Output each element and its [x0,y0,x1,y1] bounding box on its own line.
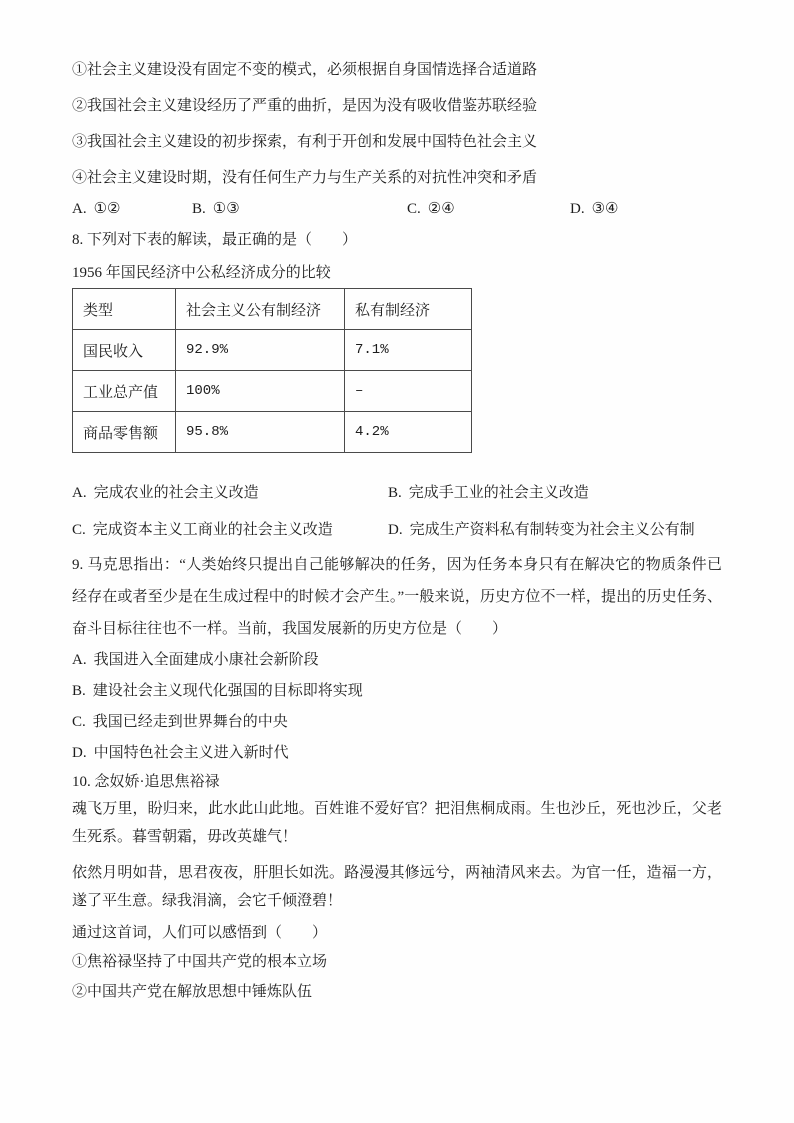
poem-paragraph-1: 魂飞万里，盼归来，此水此山此地。百姓谁不爱好官？把泪焦桐成雨。生也沙丘，死也沙丘，父老生死系。暮雪朝霜，毋改英雄气！ [72,801,722,845]
question7-option-b [192,196,407,222]
question7-option-d [570,196,619,222]
question9-option-b [72,676,722,707]
question8-options-row-2 [72,512,722,549]
cell-private-value: 4.2% [345,412,472,453]
question10-statement-1: ①焦裕禄坚持了中国共产党的根本立场 [72,954,328,970]
option-label: B. [72,683,86,699]
poem [72,795,722,915]
option-label: D. [72,745,87,761]
question8-options [72,475,722,549]
question9-option-c [72,707,722,738]
question8-option-b [388,475,589,512]
row-label: 国民收入 [73,330,176,371]
option-text: 完成资本主义工商业的社会主义改造 [92,522,333,538]
option-text: ③④ [591,201,619,217]
cell-private-value: – [345,371,472,412]
option-label: C. [72,714,86,730]
table-header-row [73,289,472,330]
row-label: 商品零售额 [73,412,176,453]
option-label: D. [570,201,585,217]
question8-option-d [388,512,695,549]
table-row [73,371,472,412]
header-cell-public: 社会主义公有制经济 [176,289,345,330]
option-label: D. [388,522,403,538]
option-text: 建设社会主义现代化强国的目标即将实现 [92,683,363,699]
cell-public-value: 92.9% [176,330,345,371]
option-label: A. [72,652,87,668]
option-text: 完成生产资料私有制转变为社会主义公有制 [409,522,695,538]
question10-title: 10. 念奴娇·追思焦裕禄 [72,774,220,790]
question7-statement-1: ①社会主义建设没有固定不变的模式，必须根据自身国情选择合适道路 [72,62,538,78]
option-text: 完成农业的社会主义改造 [93,485,259,501]
option-text: 中国特色社会主义进入新时代 [93,745,289,761]
table-caption: 1956 年国民经济中公私经济成分的比较 [72,265,331,281]
table-row [73,412,472,453]
header-cell-type: 类型 [73,289,176,330]
economy-composition-table [72,288,472,453]
cell-public-value: 100% [176,371,345,412]
option-text: 我国已经走到世界舞台的中央 [92,714,288,730]
option-label: B. [388,485,402,501]
question10-block [72,769,722,1007]
question9-option-d [72,738,722,769]
table-row [73,330,472,371]
question9-block [72,549,722,769]
row-label: 工业总产值 [73,371,176,412]
question8-option-a [72,475,388,512]
option-label: C. [407,201,421,217]
page-content [72,52,722,1007]
header-cell-private: 私有制经济 [345,289,472,330]
option-text: ②④ [427,201,455,217]
question7-statement-4: ④社会主义建设时期，没有任何生产力与生产关系的对抗性冲突和矛盾 [72,170,538,186]
question7-statement-2: ②我国社会主义建设经历了严重的曲折，是因为没有吸收借鉴苏联经验 [72,98,538,114]
question8-option-c [72,512,388,549]
question8-block [72,222,722,549]
question9-option-a [72,645,722,676]
cell-public-value: 95.8% [176,412,345,453]
question7-option-a [72,196,192,222]
question10-prompt: 通过这首词，人们可以感悟到（ ） [72,925,328,941]
option-text: ①② [93,201,121,217]
question9-stem: 9. 马克思指出：“人类始终只提出自己能够解决的任务，因为任务本身只有在解决它的物质条件已经存在或者至少是在生成过程中的时候才会产生。”一般来说，历史方位不一样，提出的历史任务、奋斗目标往往也不一样。当前，我国发展新的历史方位是（ ） [72,557,722,637]
question7-options-row [72,196,722,222]
option-text: ①③ [212,201,240,217]
question10-statement-2: ②中国共产党在解放思想中锤炼队伍 [72,984,313,1000]
poem-paragraph-2: 依然月明如昔，思君夜夜，肝胆长如洗。路漫漫其修远兮，两袖清风来去。为官一任，造福一方，遂了平生意。绿我涓滴，会它千倾澄碧！ [72,865,722,909]
option-label: B. [192,201,206,217]
option-label: A. [72,485,87,501]
question8-stem: 8. 下列对下表的解读，最正确的是（ ） [72,232,358,248]
question7-statement-3: ③我国社会主义建设的初步探索，有利于开创和发展中国特色社会主义 [72,134,538,150]
question8-options-row-1 [72,475,722,512]
option-text: 完成手工业的社会主义改造 [408,485,589,501]
question7-block [72,52,722,222]
cell-private-value: 7.1% [345,330,472,371]
option-label: C. [72,522,86,538]
option-text: 我国进入全面建成小康社会新阶段 [93,652,319,668]
question7-option-c [407,196,570,222]
option-label: A. [72,201,87,217]
